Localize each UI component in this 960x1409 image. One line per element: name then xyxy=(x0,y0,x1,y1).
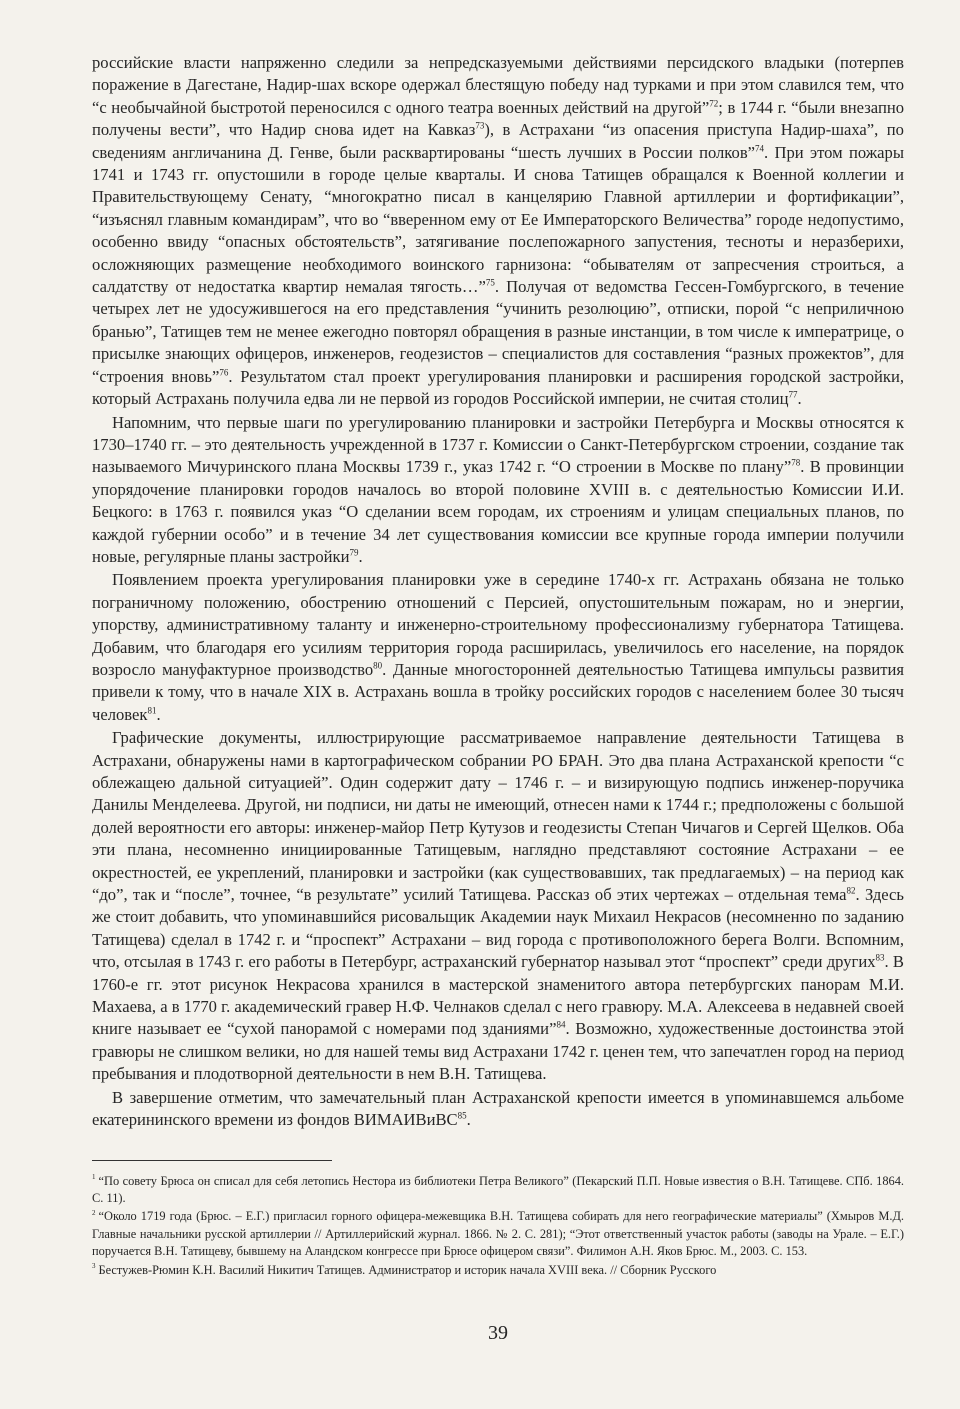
footnote-ref[interactable]: 81 xyxy=(147,705,157,716)
text-run: . Возможно, художественные достоинства этой гравюры не слишком велики, но для нашей темы вид Астрахани 1742 г. ценен тем, что запечатлен город на период пребывания и плодотворной деятельности в нем В.Н. Татищева. xyxy=(92,1019,904,1084)
text-run: российские власти напряженно следили за непредсказуемыми действиями персидского владыки (потерпев поражение в Дагестане, Надир-шах вскоре одержал блестящую победу над турками и при этом славился тем, что “с необычайной быстротой переносился с одного театра военных действий на другой” xyxy=(92,53,904,117)
paragraph xyxy=(92,569,904,726)
footnote xyxy=(92,1173,904,1208)
footnote-ref[interactable]: 78 xyxy=(791,457,801,468)
text-run: ; в 1744 г. “были внезапно получены вести”, что Надир снова идет на Кавказ xyxy=(92,97,904,140)
footnotes xyxy=(92,1173,904,1279)
text-run: . xyxy=(466,1110,471,1130)
text-run: Напомним, что первые шаги по урегулированию планировки и застройки Петербурга и Москвы относятся к 1730–1740 гг. – это деятельность учрежденной в 1737 г. Комиссии о Санкт-Петербургском строении, создание так называемого Мичуринского плана Москвы 1739 г., указ 1742 г. “О строении в Москве по плану” xyxy=(92,412,904,477)
text-run: . В провинции упорядочение планировки городов началось во второй половине XVIII в. с деятельностью Комиссии И.И. Бецкого: в 1763 г. появился указ “О сделании всем городам, их строениям и улицам специальных планов, по каждой губернии особо” и в течение 34 лет существования комиссии все крупные города империи получили новые, регулярные планы застройки xyxy=(92,457,904,566)
footnote-text: “Около 1719 года (Брюс. – Е.Г.) пригласил горного офицера-межевщика В.Н. Татищева собирать для него географические материалы” (Хмыров М.Д. Главные начальники русской артиллерии // Артиллерийский журнал. 1866. № 2. С. 281); “Этот ответственный участок работы (заводы на Урале. – Е.Г.) поручается В.Н. Татищеву, бывшему на Аландском конгрессе при Брюсе офицером связи”. Филимон А.Н. Яков Брюс. М., 2003. С. 153. xyxy=(92,1209,904,1259)
text-run: Появлением проекта урегулирования планировки уже в середине 1740-х гг. Астрахань обязана не только пограничному положению, обострению отношений с Персией, опустошительным пожарам, но и энергии, упорству, административному таланту и инженерно-строительному профессионализму губернатора Татищева. Добавим, что благодаря его усилиям территория города расширилась, увеличилось его население, на порядок возросло мануфактурное производство xyxy=(92,570,904,679)
text-run: . Здесь же стоит добавить, что упоминавшийся рисовальщик Академии наук Михаил Некрасов (несомненно по заданию Татищева) сделал в 1742 г. и “проспект” Астрахани – вид города с противоположного берега Волги. Вспомним, что, отсылая в 1743 г. его работы в Петербург, астраханский губернатор называл этот “проспект” среди других xyxy=(92,885,904,972)
text-run: . Данные многосторонней деятельностью Татищева импульсы развития привели к тому, что в начале XIX в. Астрахань вошла в тройку российских городов с населением более 30 тысяч человек xyxy=(92,659,904,724)
footnote xyxy=(92,1208,904,1260)
text-run: . xyxy=(797,389,802,409)
footnote-ref[interactable]: 79 xyxy=(349,547,359,558)
footnote-ref[interactable]: 85 xyxy=(457,1110,467,1121)
footnote-mark: 3 xyxy=(92,1262,96,1271)
footnote xyxy=(92,1262,904,1279)
footnote-ref[interactable]: 76 xyxy=(219,367,229,378)
text-run: Графические документы, иллюстрирующие рассматриваемое направление деятельности Татищева в Астрахани, обнаружены нами в картографическом собрании РО БРАН. Это два плана Астраханской крепости “с облежащею дальной ситуацией”. Один содержит дату – 1746 г. – и визирующую подпись инженер-поручика Данилы Менделеева. Другой, ни подписи, ни даты не имеющий, отнесен нами к 1744 г.; предположены с большой долей вероятности его авторы: инженер-майор Петр Кутузов и геодезисты Степан Чичагов и Сергей Щелков. Оба эти плана, несомненно инициированные Татищевым, наглядно представляют состояние Астрахани – ее окрестностей, ее укреплений, планировки и застройки (как существовавших, так предлагаемых) – на период как “до”, так и “после”, точнее, “в результате” усилий Татищева. Рассказ об этих чертежах – отдельная тема xyxy=(92,728,904,905)
footnote-ref[interactable]: 84 xyxy=(556,1019,566,1030)
footnote-ref[interactable]: 72 xyxy=(709,98,719,109)
text-run: . xyxy=(156,704,161,724)
footnote-ref[interactable]: 75 xyxy=(485,277,495,288)
paragraph xyxy=(92,412,904,569)
footnote-mark: 2 xyxy=(92,1209,96,1218)
main-text xyxy=(92,52,904,1132)
paragraph xyxy=(92,52,904,411)
footnote-ref[interactable]: 77 xyxy=(788,389,798,400)
text-run: В завершение отметим, что замечательный план Астраханской крепости имеется в упоминавшемся альбоме екатерининского времени из фондов ВИМАИВиВС xyxy=(92,1087,904,1130)
footnote-divider xyxy=(92,1160,332,1161)
footnote-ref[interactable]: 80 xyxy=(373,660,383,671)
paragraph xyxy=(92,727,904,1086)
footnote-ref[interactable]: 82 xyxy=(846,885,856,896)
footnote-ref[interactable]: 74 xyxy=(755,143,765,154)
text-run: . Результатом стал проект урегулирования планировки и расширения городской застройки, который Астрахань получила едва ли не первой из городов Российской империи, не считая столиц xyxy=(92,366,904,409)
text-run: . В 1760-е гг. этот рисунок Некрасова хранился в мастерской знаменитого автора петербургских панорам М.И. Махаева, а в 1770 г. академический гравер Н.Ф. Челнаков сделал с него гравюру. М.А. Алексеева в недавней своей книге называет ее “сухой панорамой с номерами под зданиями” xyxy=(92,952,904,1039)
footnote-text: Бестужев-Рюмин К.Н. Василий Никитич Татищев. Администратор и историк начала XVIII века. // Сборник Русского xyxy=(98,1262,717,1277)
footnote-mark: 1 xyxy=(92,1173,96,1182)
text-run: . Получая от ведомства Гессен-Гомбургского, в течение четырех лет не удосужившегося на его представления “учинить резолюцию”, отписки, порой “с неприличною бранью”, Татищев тем не менее ежегодно повторял обращения в разные инстанции, в том числе к императрице, о присылке знающих офицеров, инженеров, геодезистов – специалистов для составления “разных прожектов”, для “строения вновь” xyxy=(92,277,904,386)
footnote-ref[interactable]: 83 xyxy=(875,952,885,963)
text-run: . При этом пожары 1741 и 1743 гг. опустошили в городе целые кварталы. И снова Татищев обращался к Военной коллегии и Правительствующему Сенату, “многократно писал в канцелярию Главной артиллерии и фортификации”, “изъяснял главным командирам”, что во “вверенном ему от Ее Императорского Величества” городе недопустимо, особенно ввиду “опасных обстоятельств”, затягивание послепожарного запустения, тесноты и неразберихи, осложняющих размещение необходимого воинского гарнизона: “обывателям от запресчения строиться, а салдатству от недостатка квартир немалая тягость…” xyxy=(92,142,904,297)
page-number: 39 xyxy=(488,1322,508,1344)
text-run: ), в Астрахани “из опасения приступа Надир-шаха”, по сведениям англичанина Д. Генве, были расквартированы “шесть лучших в России полков” xyxy=(92,120,904,162)
paragraph xyxy=(92,1087,904,1132)
footnote-ref[interactable]: 73 xyxy=(475,120,485,131)
text-run: . xyxy=(358,546,363,566)
footnote-text: “По совету Брюса он списал для себя летопись Нестора из библиотеки Петра Великого” (Пекарский П.П. Новые известия о В.Н. Татищеве. СПб. 1864. С. 11). xyxy=(92,1173,904,1205)
